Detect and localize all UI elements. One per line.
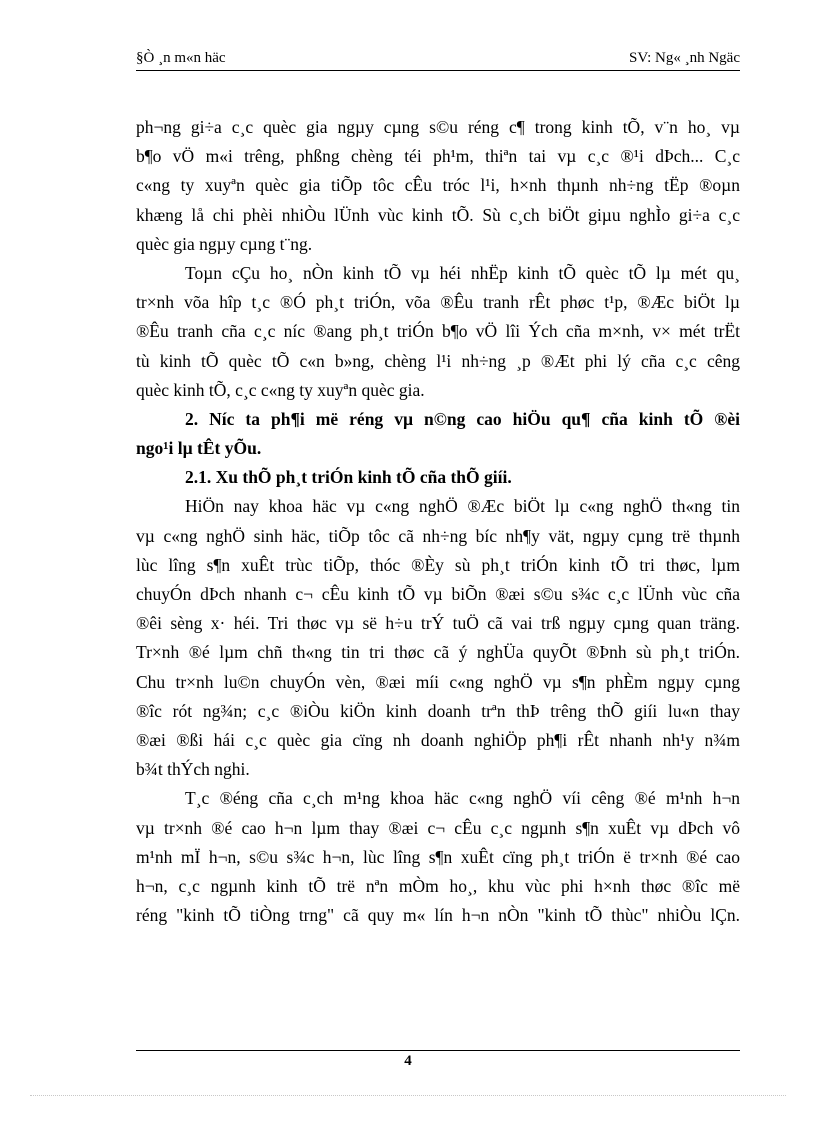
text-line: ®êi sèng x· héi. Tri thøc vµ së h÷u trÝ tuÖ cã vai trß ngµy cµng quan träng. — [136, 613, 740, 634]
text-line: 2.1. Xu thÕ ph¸t triÓn kinh tÕ cña thÕ giíi. — [185, 467, 512, 488]
document-body — [136, 113, 740, 930]
text-line: m¹nh mÏ h¬n, s©u s¾c h¬n, lùc lîng s¶n xuÊt cïng ph¸t triÓn ë tr×nh ®é cao — [136, 846, 740, 867]
text-line: ngo¹i lµ tÊt yÕu. — [136, 438, 262, 459]
text-line: quèc gia ngµy cµng t¨ng. — [136, 233, 313, 254]
text-line: b¾t thÝch nghi. — [136, 759, 250, 780]
text-line: khæng lå chi phèi nhiÒu lÜnh vùc kinh tÕ. Sù c¸ch biÖt giµu nghÌo gi÷a c¸c — [136, 204, 740, 225]
header-divider — [136, 70, 740, 71]
text-line: lùc lîng s¶n xuÊt trùc tiÕp, thóc ®Èy sù ph¸t triÓn kinh tÕ tri thøc, lµm — [136, 554, 740, 575]
header-document-title: §Ò ¸n m«n häc — [136, 50, 226, 66]
text-line: ®îc rót ng¾n; c¸c ®iÒu kiÖn kinh doanh trªn thÞ trêng thÕ giíi lu«n thay — [136, 700, 740, 721]
text-line: chuyÓn dÞch nhanh c¬ cÊu kinh tÕ vµ biÕn ®æi s©u s¾c c¸c lÜnh vùc cña — [136, 584, 740, 604]
text-line: 2. Níc ta ph¶i më réng vµ n©ng cao hiÖu qu¶ cña kinh tÕ ®èi — [185, 408, 740, 429]
text-line: vµ tr×nh ®é cao h¬n lµm thay ®æi c¬ cÊu c¸c ngµnh s¶n xuÊt vµ dÞch vô — [136, 817, 740, 838]
text-line: réng "kinh tÕ tiÒng trng" cã quy m« lín h¬n nÒn "kinh tÕ thùc" nhiÒu lÇn. — [136, 905, 740, 926]
text-line: tr×nh võa hîp t¸c ®Ó ph¸t triÓn, võa ®Êu tranh rÊt phøc t¹p, ®Æc biÖt lµ — [136, 292, 740, 313]
text-line: ®Êu tranh cña c¸c níc ®ang ph¸t triÓn b¶o vÖ lîi Ých cña m×nh, v× mét trËt — [136, 321, 740, 342]
text-line: quèc kinh tÕ, c¸c c«ng ty xuyªn quèc gia. — [136, 379, 425, 400]
text-line: h¬n, c¸c ngµnh kinh tÕ trë nªn mÒm ho¸, khu vùc phi h×nh thøc ®îc më — [136, 875, 740, 896]
text-line: Tr×nh ®é lµm chñ th«ng tin tri thøc cã ý nghÜa quyÕt ®Þnh sù ph¸t triÓn. — [136, 642, 740, 663]
text-line: tù kinh tÕ quèc tÕ c«n b»ng, chèng l¹i nh÷ng ¸p ®Æt phi lý cña c¸c cêng — [136, 350, 740, 371]
text-line: Toµn cÇu ho¸ nÒn kinh tÕ vµ héi nhËp kinh tÕ quèc tÕ lµ mét qu¸ — [185, 262, 740, 283]
header-student-name: SV: Ng« ¸nh Ngäc — [629, 50, 740, 66]
page-number: 4 — [404, 1053, 412, 1069]
text-line: HiÖn nay khoa häc vµ c«ng nghÖ ®Æc biÖt lµ c«ng nghÖ th«ng tin — [185, 496, 740, 517]
footer-divider — [136, 1050, 740, 1051]
text-line: b¶o vÖ m«i trêng, phßng chèng téi ph¹m, thiªn tai vµ c¸c ®¹i dÞch... C¸c — [136, 146, 740, 167]
text-line: ph¬ng gi÷a c¸c quèc gia ngµy cµng s©u réng c¶ trong kinh tÕ, v¨n ho¸ vµ — [136, 117, 740, 137]
page-bottom-dotted-edge — [30, 1095, 786, 1096]
text-line: ®æi ®ßi hái c¸c quèc gia cïng nh doanh nghiÖp ph¶i rÊt nhanh nh¹y n¾m — [136, 729, 740, 750]
text-line: c«ng ty xuyªn quèc gia tiÕp tôc cÊu tróc l¹i, h×nh thµnh nh÷ng tËp ®oµn — [136, 175, 740, 196]
text-line: Chu tr×nh lu©n chuyÓn vèn, ®æi míi c«ng nghÖ vµ s¶n phÈm ngµy cµng — [136, 671, 740, 692]
text-line: T¸c ®éng cña c¸ch m¹ng khoa häc c«ng nghÖ víi cêng ®é m¹nh h¬n — [185, 788, 740, 809]
text-line: vµ c«ng nghÖ sinh häc, tiÕp tôc cã nh÷ng bíc nh¶y vät, ngµy cµng trë thµnh — [136, 525, 740, 546]
